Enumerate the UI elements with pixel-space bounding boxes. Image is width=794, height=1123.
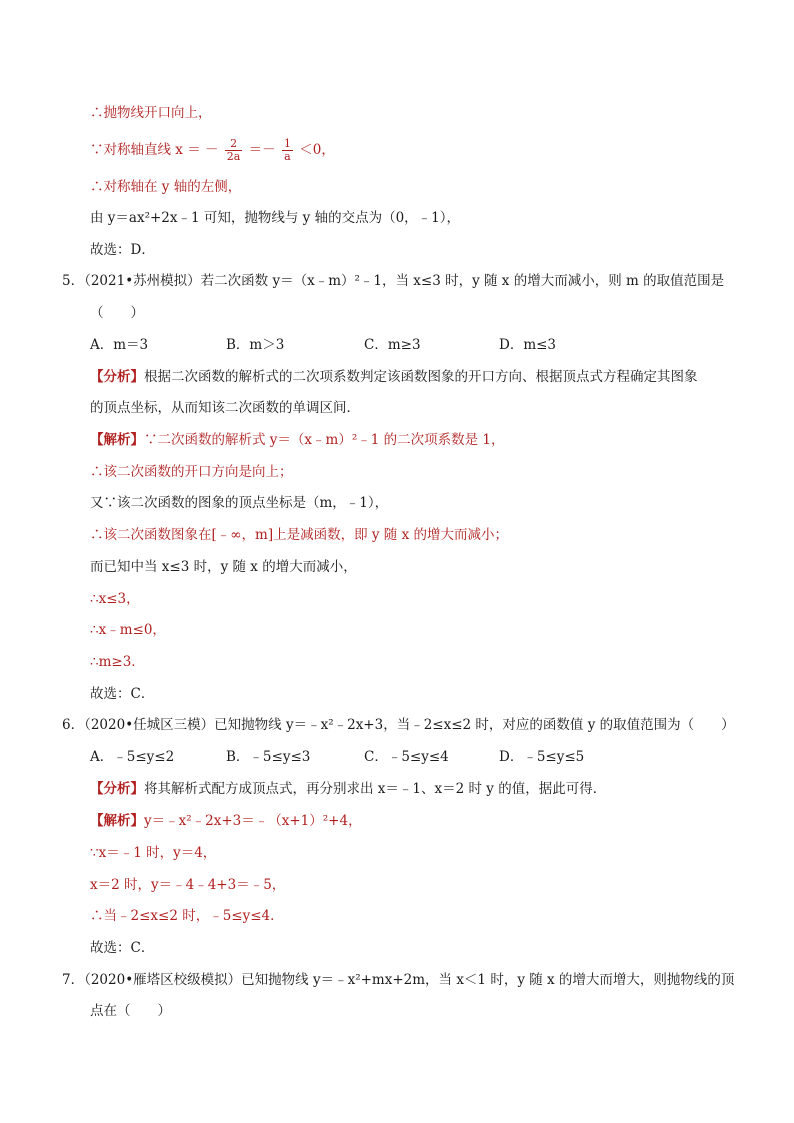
- question-5-stem: 5．（2021•苏州模拟）若二次函数 y＝（x﹣m）²﹣1，当 x≤3 时，y 随 x 的增大而减小，则 m 的取值范围是: [62, 273, 725, 289]
- solution-line: ∵x＝﹣1 时，y＝4，: [90, 845, 217, 861]
- analysis-line: 的顶点坐标，从而知该二次函数的单调区间．: [90, 400, 360, 416]
- option-b: B．m＞3: [226, 337, 285, 353]
- solution-tag: 【解析】: [90, 813, 144, 829]
- analysis-line: [90, 368, 698, 386]
- solution-line: ∴当﹣2≤x≤2 时，﹣5≤y≤4．: [90, 908, 284, 924]
- text-span: ＜0，: [299, 142, 335, 158]
- solution-text: ∵二次函数的解析式 y＝（x﹣m）²﹣1 的二次项系数是 1，: [144, 432, 505, 448]
- solution-line: 由 y＝ax²+2x﹣1 可知，抛物线与 y 轴的交点为（0，﹣1），: [90, 210, 461, 226]
- analysis-line: [90, 780, 606, 798]
- option-d: D．﹣5≤y≤5: [499, 749, 585, 765]
- option-b: B．﹣5≤y≤3: [226, 749, 311, 765]
- question-6-stem: 6．（2020•任城区三模）已知抛物线 y＝﹣x²﹣2x+3，当﹣2≤x≤2 时，对应的函数值 y 的取值范围为（ ）: [62, 717, 735, 733]
- fraction-denominator: a: [282, 150, 293, 163]
- option-a: A．﹣5≤y≤2: [90, 749, 175, 765]
- solution-line: 故选：C．: [90, 686, 155, 702]
- solution-line: ∴x﹣m≤0，: [90, 622, 166, 638]
- fraction-denominator: 2a: [226, 150, 241, 163]
- solution-line: 而已知中当 x≤3 时，y 随 x 的增大而减小，: [90, 559, 357, 575]
- solution-line: x＝2 时，y＝﹣4﹣4+3＝﹣5，: [90, 877, 286, 893]
- fraction-numerator: 2: [230, 137, 238, 150]
- solution-line: [90, 431, 505, 449]
- solution-line: ∴x≤3，: [90, 591, 140, 607]
- option-d: D．m≤3: [499, 337, 557, 353]
- fraction-numerator: 1: [283, 137, 291, 150]
- axis-of-symmetry-line: [90, 138, 335, 163]
- question-5-stem-cont: （ ）: [90, 305, 144, 321]
- analysis-text: 根据二次函数的解析式的二次项系数判定该函数图象的开口方向、根据顶点式方程确定其图象: [144, 369, 698, 385]
- option-c: C．m≥3: [364, 337, 421, 353]
- question-7-stem: 7．（2020•雁塔区校级模拟）已知抛物线 y＝﹣x²+mx+2m，当 x＜1 时，y 随 x 的增大而增大，则抛物线的顶: [62, 972, 735, 988]
- solution-line: [90, 812, 362, 830]
- analysis-tag: 【分析】: [90, 369, 144, 385]
- solution-line: 又∵该二次函数的图象的顶点坐标是（m，﹣1），: [90, 495, 389, 511]
- analysis-text: 将其解析式配方成顶点式，再分别求出 x＝﹣1、x＝2 时 y 的值，据此可得．: [144, 781, 607, 797]
- fraction: [282, 138, 293, 163]
- text-span: ＝－: [248, 142, 276, 158]
- solution-line: 故选：C．: [90, 940, 155, 956]
- solution-line: ∴该二次函数图象在[﹣∞，m]上是减函数，即 y 随 x 的增大而减小；: [90, 527, 508, 543]
- solution-text: y＝﹣x²﹣2x+3＝﹣（x+1）²+4，: [144, 813, 362, 829]
- solution-tag: 【解析】: [90, 432, 144, 448]
- solution-line: ∴该二次函数的开口方向是向上；: [90, 464, 293, 480]
- text-span: ∵对称轴直线 x ＝ －: [90, 142, 219, 158]
- solution-line: ∴m≥3．: [90, 654, 145, 670]
- option-a: A．m＝3: [90, 337, 149, 353]
- solution-line: ∴对称轴在 y 轴的左侧，: [90, 179, 242, 195]
- question-7-stem-cont: 点在（ ）: [90, 1003, 171, 1019]
- solution-line: 故选：D．: [90, 242, 155, 258]
- fraction: [225, 138, 243, 163]
- analysis-tag: 【分析】: [90, 781, 144, 797]
- option-c: C．﹣5≤y≤4: [364, 749, 449, 765]
- solution-line: ∴抛物线开口向上，: [90, 105, 212, 121]
